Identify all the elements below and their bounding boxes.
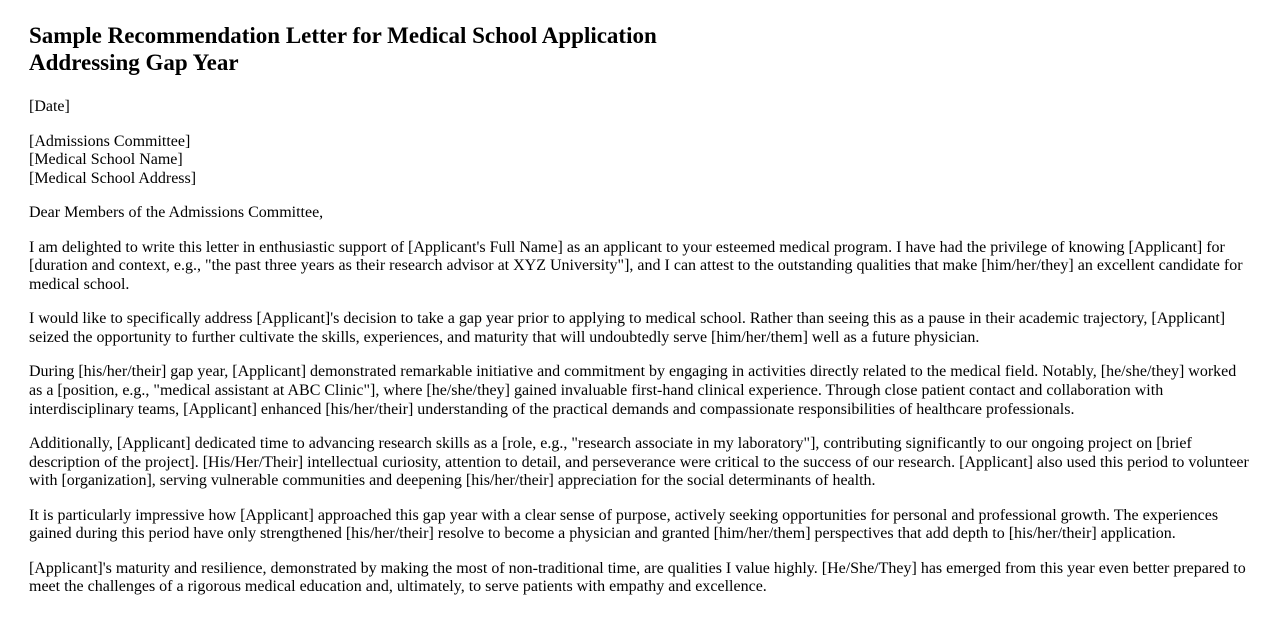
date-placeholder: [Date] bbox=[29, 98, 70, 115]
body-paragraph-3: During [his/her/their] gap year, [Applicant] demonstrated remarkable initiative and commitment by engaging in activities directly related to the medical field. Notably, [he/she/they] worked as a [position, e.g., "medical assistant at ABC Clinic"], where [he/she/they] gained invaluable first-hand clinical experience. Through close patient contact and collaboration with interdisciplinary teams, [Applicant] enhanced [his/her/their] understanding of the practical demands and compassionate responsibilities of healthcare professionals. bbox=[29, 363, 1237, 418]
body-paragraph-1: I am delighted to write this letter in enthusiastic support of [Applicant's Full Name] as an applicant to your esteemed medical program. I have had the privilege of knowing [Applicant] for [duration and context, e.g., "the past three years as their research advisor at XYZ University"], and I can attest to the outstanding qualities that make [him/her/they] an excellent candidate for medical school. bbox=[29, 238, 1243, 293]
letter-title bbox=[29, 22, 1250, 76]
recipient-line-school-address: [Medical School Address] bbox=[29, 169, 197, 187]
recipient-block bbox=[29, 133, 1250, 189]
body-paragraph-6: [Applicant]'s maturity and resilience, demonstrated by making the most of non-traditional time, are qualities I value highly. [He/She/They] has emerged from this year even better prepared to meet the challenges of a rigorous medical education and, ultimately, to serve patients with empathy and excellence. bbox=[29, 559, 1246, 596]
letter-title-line-2: Addressing Gap Year bbox=[29, 50, 239, 75]
body-paragraph-5: It is particularly impressive how [Applicant] approached this gap year with a clear sense of purpose, actively seeking opportunities for personal and professional growth. The experiences gained during this period have only strengthened [his/her/their] resolve to become a physician and granted [him/her/them] perspectives that add depth to [his/her/their] application. bbox=[29, 506, 1219, 543]
recipient-line-school-name: [Medical School Name] bbox=[29, 151, 183, 169]
body-paragraph-2: I would like to specifically address [Applicant]'s decision to take a gap year prior to applying to medical school. Rather than seeing this as a pause in their academic trajectory, [Applicant] seized the opportunity to further cultivate the skills, experiences, and maturity that will undoubtedly serve [him/her/them] well as a future physician. bbox=[29, 310, 1226, 346]
recipient-line-committee: [Admissions Committee] bbox=[29, 132, 191, 150]
letter-title-line-1: Sample Recommendation Letter for Medical School Application bbox=[29, 23, 657, 48]
salutation: Dear Members of the Admissions Committee, bbox=[29, 204, 324, 222]
body-paragraph-4: Additionally, [Applicant] dedicated time to advancing research skills as a [role, e.g., "research associate in my laboratory"], contributing significantly to our ongoing project on [brief description of the project]. [His/Her/Their] intellectual curiosity, attention to detail, and perseverance were critical to the success of our research. [Applicant] also used this period to volunteer with [organization], serving vulnerable communities and deepening [his/her/their] appreciation for the social determinants of health. bbox=[29, 435, 1249, 490]
